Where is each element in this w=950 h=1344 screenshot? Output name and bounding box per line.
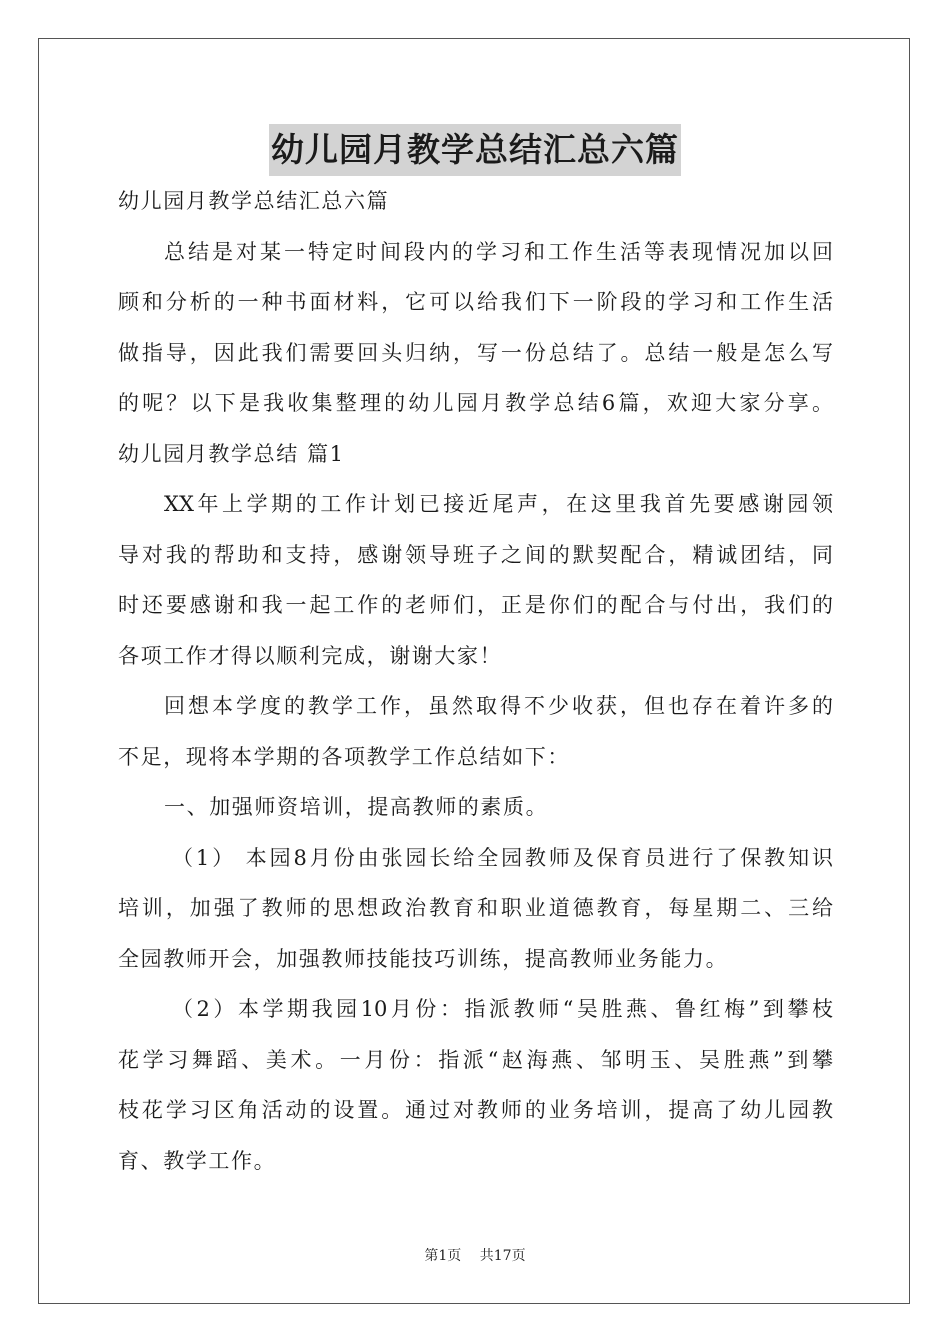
body-line: 做指导，因此我们需要回头归纳，写一份总结了。总结一般是怎么写	[118, 340, 833, 365]
body-line: （1） 本园8月份由张园长给全园教师及保育员进行了保教知识	[172, 845, 833, 870]
document-title	[0, 124, 950, 176]
list-heading: 一、加强师资培训，提高教师的素质。	[164, 795, 549, 819]
body-line: （2）本学期我园10月份：指派教师“吴胜燕、鲁红梅”到攀枝	[172, 997, 833, 1021]
body-line: 花学习舞蹈、美术。一月份：指派“赵海燕、邹明玉、吴胜燕”到攀	[118, 1047, 833, 1072]
body-line: 各项工作才得以顺利完成，谢谢大家！	[118, 643, 503, 668]
body-line: 时还要感谢和我一起工作的老师们，正是你们的配合与付出，我们的	[118, 593, 833, 617]
document-body	[118, 176, 833, 1186]
document-title-text: 幼儿园月教学总结汇总六篇	[269, 124, 681, 176]
page-total: 共17页	[479, 1248, 526, 1264]
body-line: 总结是对某一特定时间段内的学习和工作生活等表现情况加以回	[164, 239, 833, 264]
body-line: 顾和分析的一种书面材料，它可以给我们下一阶段的学习和工作生活	[118, 290, 833, 314]
body-line: 全园教师开会，加强教师技能技巧训练，提高教师业务能力。	[118, 946, 729, 971]
body-line: 枝花学习区角活动的设置。通过对教师的业务培训，提高了幼儿园教	[118, 1098, 833, 1122]
body-line: 培训，加强了教师的思想政治教育和职业道德教育，每星期二、三给	[118, 896, 833, 920]
page-number: 第1页	[424, 1248, 462, 1264]
body-line: XX年上学期的工作计划已接近尾声，在这里我首先要感谢园领	[164, 492, 833, 516]
section-heading: 幼儿园月教学总结 篇1	[118, 441, 345, 466]
body-line: 回想本学度的教学工作，虽然取得不少收获，但也存在着许多的	[164, 694, 833, 718]
page-footer	[0, 1245, 950, 1265]
body-line: 不足，现将本学期的各项教学工作总结如下：	[118, 744, 570, 769]
body-line: 的呢？以下是我收集整理的幼儿园月教学总结6篇，欢迎大家分享。	[118, 391, 833, 415]
body-line: 幼儿园月教学总结汇总六篇	[118, 189, 390, 213]
body-line: 导对我的帮助和支持，感谢领导班子之间的默契配合，精诚团结，同	[118, 542, 833, 567]
body-line: 育、教学工作。	[118, 1148, 277, 1173]
